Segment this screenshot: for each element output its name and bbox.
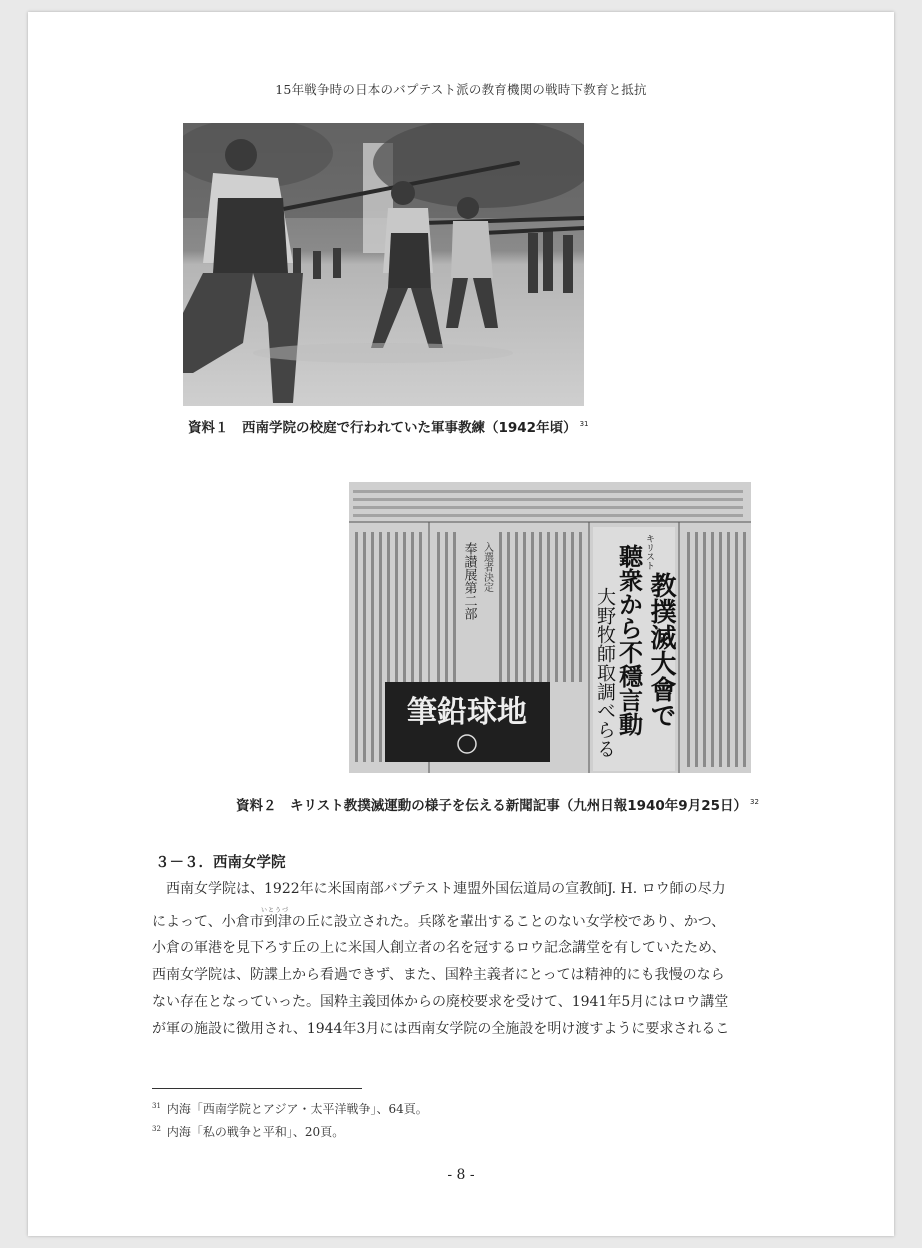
body-line-6: が軍の施設に徴用され、1944年3月には西南女学院の全施設を明け渡すように要求されるこ <box>152 1021 730 1037</box>
running-head: 15年戦争時の日本のバプテスト派の教育機関の戦時下教育と抵抗 <box>275 82 647 97</box>
newspaper-column-heading: 奉讃展第二部 <box>461 542 477 620</box>
body-line-2: によって、小倉市到津の丘に設立された。兵隊を輩出することのない女学校であり、かつ、 <box>152 914 726 930</box>
figure2-caption-text: 資料２ キリスト教撲滅運動の様子を伝える新聞記事（九州日報1940年9月25日） <box>236 798 747 814</box>
body-line-3: 小倉の軍港を見下ろす丘の上に米国人創立者の名を冠するロウ記念講堂を有していたため、 <box>152 940 726 956</box>
newspaper-headline-line1: 教撲滅大會で <box>646 572 676 728</box>
page-number: - 8 - <box>447 1167 475 1183</box>
newspaper-headline-line2: 聽衆から不穩言動 <box>614 544 644 736</box>
newspaper-headline-small: キリスト <box>644 534 654 570</box>
footnote-number: 32 <box>152 1125 161 1133</box>
newspaper-image <box>349 482 751 773</box>
footnote-text: 内海「西南学院とアジア・太平洋戦争」、64頁。 <box>166 1102 428 1116</box>
footnote-number: 31 <box>152 1102 161 1110</box>
newspaper-headline-line3: 大野牧師取調べらる <box>594 587 616 758</box>
footnote-31 <box>152 1100 428 1117</box>
figure1-caption <box>188 416 589 436</box>
figure1-footnote-ref: 31 <box>579 420 589 428</box>
body-line-4: 西南女学院は、防諜上から看過できず、また、国粋主義者にとっては精神的にも我慢のなら <box>152 967 725 983</box>
newspaper-column-sub: 入選者決定 <box>481 542 493 592</box>
body-line-1: 西南女学院は、1922年に米国南部バプテスト連盟外国伝道局の宣教師J. H. ロウ師の尽力 <box>152 881 726 897</box>
figure2-footnote-ref: 32 <box>749 798 759 806</box>
newspaper-ad-text: 筆鉛球地 <box>407 695 527 730</box>
drill-photo <box>183 123 584 406</box>
ruby-annotation: いとうづ <box>261 907 290 914</box>
footnote-text: 内海「私の戦争と平和」、20頁。 <box>166 1125 345 1139</box>
newspaper-photo <box>349 482 751 773</box>
drill-photo-image <box>183 123 584 406</box>
footnote-32 <box>152 1123 344 1140</box>
figure1-caption-text: 資料１ 西南学院の校庭で行われていた軍事教練（1942年頃） <box>188 420 577 436</box>
footnote-rule <box>152 1088 362 1089</box>
figure2-caption <box>236 794 759 814</box>
body-line-5: ない存在となっていった。国粋主義団体からの廃校要求を受けて、1941年5月にはロウ講堂 <box>152 994 729 1010</box>
section-heading: ３－３．西南女学院 <box>155 855 286 871</box>
